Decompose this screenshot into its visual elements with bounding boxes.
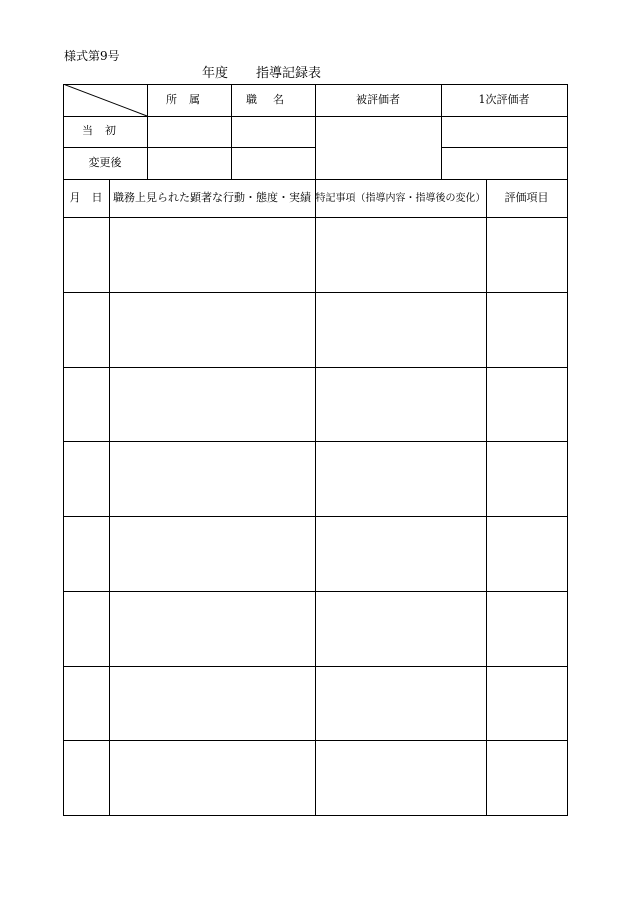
log-header-conduct: 職務上見られた顕著な行動・態度・実績 (113, 191, 311, 204)
log-row-conduct-cell[interactable] (110, 218, 315, 292)
log-row-eval-cell[interactable] (487, 442, 567, 516)
log-row-conduct-cell[interactable] (110, 592, 315, 666)
header-position: 職名 (246, 93, 300, 106)
log-header-notes: 特記事項（指導内容・指導後の変化） (315, 193, 486, 204)
log-row-conduct-cell[interactable] (110, 741, 315, 815)
header-affiliation: 所属 (166, 93, 212, 106)
log-row-date-cell[interactable] (64, 517, 109, 591)
log-row-eval-cell[interactable] (487, 667, 567, 740)
log-row-notes-cell[interactable] (316, 442, 486, 516)
log-row-conduct-cell[interactable] (110, 442, 315, 516)
log-row-notes-cell[interactable] (316, 517, 486, 591)
form-number: 様式第9号 (64, 49, 120, 63)
log-header-date: 月 日 (69, 191, 103, 204)
year-label: 年度 (202, 66, 229, 81)
log-row-eval-cell[interactable] (487, 517, 567, 591)
log-row-conduct-cell[interactable] (110, 517, 315, 591)
diagonal-divider (63, 84, 148, 117)
first-evaluator-after-change-cell[interactable] (442, 148, 567, 179)
position-initial-cell[interactable] (232, 117, 315, 147)
affiliation-after-change-cell[interactable] (148, 148, 231, 179)
log-row-notes-cell[interactable] (316, 293, 486, 367)
log-row-eval-cell[interactable] (487, 592, 567, 666)
log-row-date-cell[interactable] (64, 368, 109, 441)
log-row-notes-cell[interactable] (316, 592, 486, 666)
evaluatee-cell[interactable] (316, 117, 441, 179)
row-after-change-label: 変更後 (88, 156, 122, 169)
header-evaluatee: 被評価者 (356, 93, 400, 106)
log-row-date-cell[interactable] (64, 592, 109, 666)
affiliation-initial-cell[interactable] (148, 117, 231, 147)
log-row-conduct-cell[interactable] (110, 293, 315, 367)
log-row-eval-cell[interactable] (487, 218, 567, 292)
log-row-eval-cell[interactable] (487, 293, 567, 367)
log-header-eval-item: 評価項目 (504, 191, 549, 204)
table-line (567, 84, 568, 816)
log-row-date-cell[interactable] (64, 218, 109, 292)
row-initial-label: 当初 (82, 124, 128, 137)
log-row-eval-cell[interactable] (487, 741, 567, 815)
log-row-notes-cell[interactable] (316, 218, 486, 292)
log-row-notes-cell[interactable] (316, 368, 486, 441)
first-evaluator-initial-cell[interactable] (442, 117, 567, 147)
log-row-notes-cell[interactable] (316, 667, 486, 740)
title-main: 指導記録表 (256, 66, 322, 81)
log-row-date-cell[interactable] (64, 667, 109, 740)
position-after-change-cell[interactable] (232, 148, 315, 179)
log-row-conduct-cell[interactable] (110, 667, 315, 740)
log-row-conduct-cell[interactable] (110, 368, 315, 441)
log-row-eval-cell[interactable] (487, 368, 567, 441)
header-first-evaluator: 1次評価者 (478, 93, 530, 106)
log-row-date-cell[interactable] (64, 741, 109, 815)
log-row-date-cell[interactable] (64, 442, 109, 516)
log-row-notes-cell[interactable] (316, 741, 486, 815)
log-row-date-cell[interactable] (64, 293, 109, 367)
